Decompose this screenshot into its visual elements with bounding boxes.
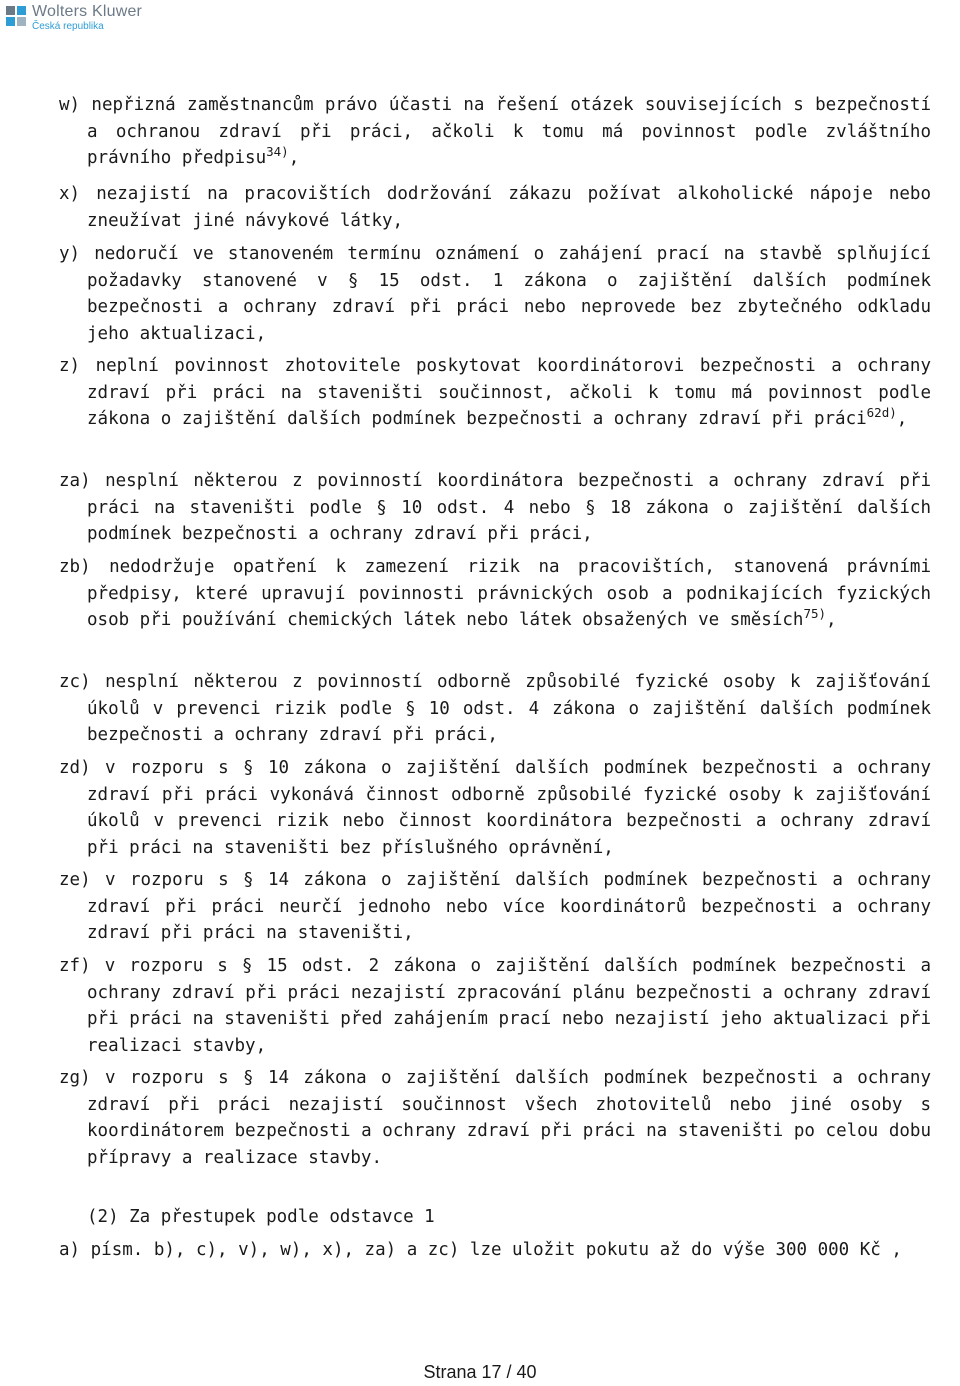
item-marker: w) bbox=[59, 95, 81, 115]
item-marker: y) bbox=[59, 244, 81, 264]
list-item-y bbox=[59, 241, 931, 347]
list-item-za bbox=[59, 468, 931, 548]
sub-item-a bbox=[59, 1237, 931, 1264]
item-marker: za) bbox=[59, 471, 91, 491]
list-item-zg bbox=[59, 1065, 931, 1171]
item-marker: ze) bbox=[59, 870, 91, 890]
item-tail: , bbox=[896, 409, 908, 429]
item-marker: zf) bbox=[59, 956, 91, 976]
list-item-zb bbox=[59, 554, 931, 634]
logo-text bbox=[32, 4, 142, 32]
item-marker: zb) bbox=[59, 557, 91, 577]
list-item-ze bbox=[59, 867, 931, 947]
list-item-zf bbox=[59, 953, 931, 1059]
item-tail: , bbox=[288, 148, 300, 168]
item-marker: z) bbox=[59, 356, 81, 376]
footnote-ref: 75) bbox=[803, 606, 827, 621]
wolters-kluwer-logo-icon bbox=[4, 4, 28, 28]
item-text: nepřizná zaměstnancům právo účasti na řešení otázek souvisejících s bezpečností a ochranou zdraví při práci, ačkoli k tomu má povinnost podle zvláštního právního předpisu bbox=[87, 95, 931, 168]
paragraph-heading: (2) Za přestupek podle odstavce 1 bbox=[87, 1207, 435, 1227]
list-item-zc bbox=[59, 669, 931, 749]
item-marker: x) bbox=[59, 184, 81, 204]
item-text: nesplní některou z povinností odborně způsobilé fyzické osoby k zajišťování úkolů v prevenci rizik podle § 10 odst. 4 zákona o zajištění dalších podmínek bezpečnosti a ochrany zdraví při práci, bbox=[87, 672, 931, 745]
item-tail: , bbox=[826, 610, 837, 630]
item-text: nezajistí na pracovištích dodržování zákazu požívat alkoholické nápoje nebo zneužívat jiné návykové látky, bbox=[87, 184, 931, 231]
list-item-z bbox=[59, 353, 931, 433]
page-number: Strana 17 / 40 bbox=[423, 1362, 537, 1382]
item-text: v rozporu s § 14 zákona o zajištění dalších podmínek bezpečnosti a ochrany zdraví při práci nezajistí součinnost všech zhotovitelů nebo jiné osoby s koordinátorem bezpečnosti a ochrany zdraví při práci na staveništi po celou dobu přípravy a realizace stavby. bbox=[87, 1068, 931, 1168]
item-marker: zg) bbox=[59, 1068, 91, 1088]
item-text: nedoručí ve stanoveném termínu oznámení o zahájení prací na stavbě splňující požadavky stanovené v § 15 odst. 1 zákona o zajištění dalších podmínek bezpečnosti a ochrany zdraví při práci nebo neprovede bez zbytečného odkladu jeho aktualizaci, bbox=[87, 244, 931, 344]
item-text: písm. b), c), v), w), x), za) a zc) lze uložit pokutu až do výše 300 000 Kč , bbox=[90, 1240, 902, 1260]
list-item-zd bbox=[59, 755, 931, 861]
item-marker: zc) bbox=[59, 672, 91, 692]
item-text: v rozporu s § 15 odst. 2 zákona o zajištění dalších podmínek bezpečnosti a ochrany zdraví při práci nezajistí zpracování plánu bezpečnosti a ochrany zdraví při práci na staveništi před zahájením prací nebo nezajistí jeho aktualizaci při realizaci stavby, bbox=[87, 956, 931, 1056]
footnote-ref: 62d) bbox=[866, 405, 897, 420]
item-marker: a) bbox=[59, 1240, 81, 1260]
item-text: v rozporu s § 14 zákona o zajištění dalších podmínek bezpečnosti a ochrany zdraví při práci neurčí jednoho nebo více koordinátorů bezpečnosti a ochrany zdraví při práci na staveništi, bbox=[87, 870, 931, 943]
item-text: v rozporu s § 10 zákona o zajištění dalších podmínek bezpečnosti a ochrany zdraví při práci vykonává činnost odborně způsobilé fyzické osoby k zajišťování úkolů v prevenci rizik nebo činnost koordinátora bezpečnosti a ochrany zdraví při práci na staveništi bez příslušného oprávnění, bbox=[87, 758, 931, 858]
item-marker: zd) bbox=[59, 758, 91, 778]
list-item-w bbox=[59, 92, 931, 172]
item-text: nesplní některou z povinností koordinátora bezpečnosti a ochrany zdraví při práci na staveništi podle § 10 odst. 4 nebo § 18 zákona o zajištění dalších podmínek bezpečnosti a ochrany zdraví při práci, bbox=[87, 471, 931, 544]
list-item-x bbox=[59, 181, 931, 234]
brand-logo bbox=[4, 4, 142, 32]
brand-subtitle: Česká republika bbox=[32, 21, 104, 32]
footnote-ref: 34) bbox=[266, 144, 289, 159]
item-text: neplní povinnost zhotovitele poskytovat koordinátorovi bezpečnosti a ochrany zdraví při práci na staveništi součinnost, ačkoli k tomu má povinnost podle zákona o zajištění dalších podmínek bezpečnosti a ochrany zdraví při práci bbox=[87, 356, 931, 429]
brand-name: Wolters Kluwer bbox=[32, 3, 143, 20]
item-text: nedodržuje opatření k zamezení rizik na pracovištích, stanovená právními předpisy, které upravují povinnosti právnických osob a podnikajících fyzických osob při používání chemických látek nebo látek obsažených ve směsích bbox=[87, 557, 931, 630]
